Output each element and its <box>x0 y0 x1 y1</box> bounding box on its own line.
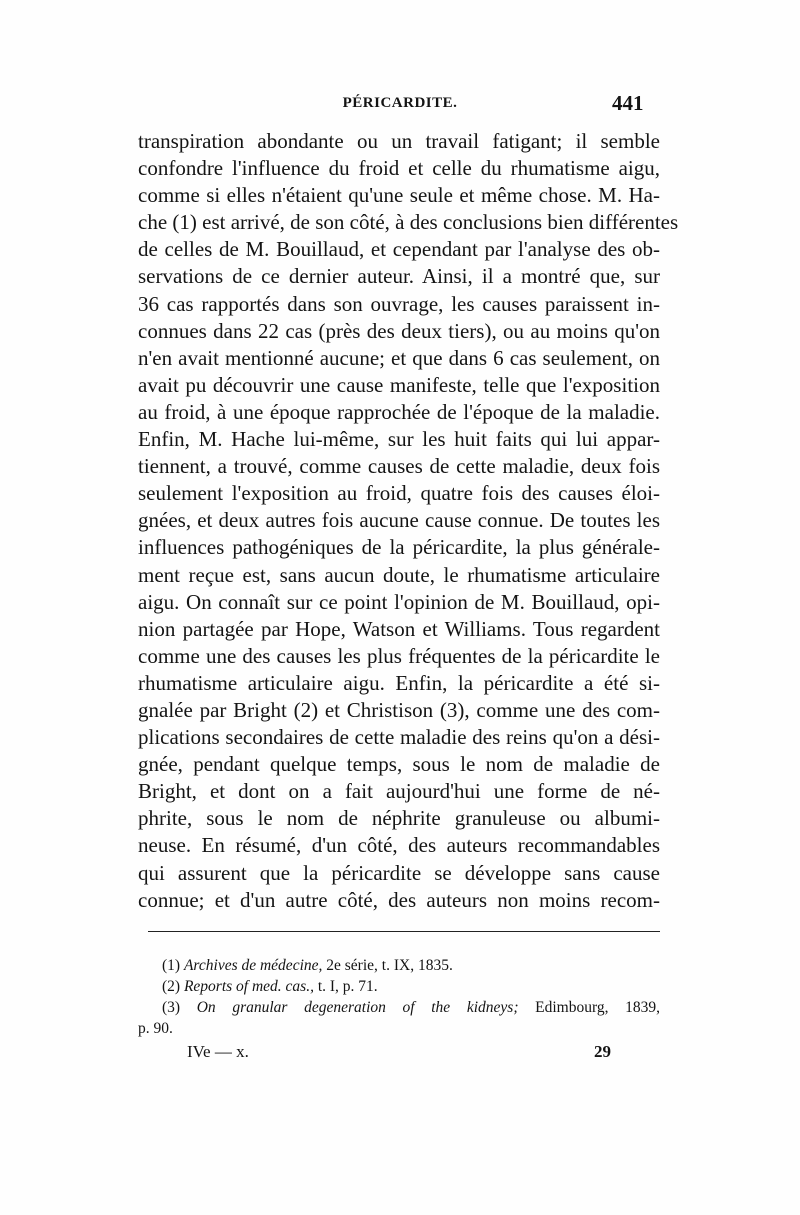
body-line: aigu. On connaît sur ce point l'opinion de M. Bouillaud, opi- <box>138 589 660 614</box>
body-line: 36 cas rapportés dans son ouvrage, les causes paraissent in- <box>138 291 660 316</box>
body-line: che (1) est arrivé, de son côté, à des conclusions bien différentes <box>138 210 679 235</box>
body-line: gnée, pendant quelque temps, sous le nom de maladie de <box>138 752 660 777</box>
body-line: n'en avait mentionné aucune; et que dans 6 cas seulement, on <box>138 345 660 370</box>
body-line: de celles de M. Bouillaud, et cependant par l'analyse des ob- <box>138 237 660 262</box>
body-line: nion partagée par Hope, Watson et Williams. Tous regardent <box>138 616 660 641</box>
footnote-3 <box>138 997 660 1018</box>
sheet-number: 29 <box>594 1042 611 1061</box>
footnote-marker: (2) <box>162 978 181 995</box>
body-line: transpiration abondante ou un travail fatigant; il semble <box>138 129 660 153</box>
body-line: servations de ce dernier auteur. Ainsi, il a montré que, sur <box>138 264 660 289</box>
footnote-1 <box>138 955 660 976</box>
body-line: au froid, à une époque rapprochée de l'époque de la maladie. <box>138 399 660 424</box>
body-line: Bright, et dont on a fait aujourd'hui une forme de né- <box>138 779 660 804</box>
signature-mark: IVe — x. <box>187 1042 249 1061</box>
body-line: gnées, et deux autres fois aucune cause connue. De toutes les <box>138 508 660 533</box>
footnote-rest: t. I, p. 71. <box>317 978 378 995</box>
body-line: ment reçue est, sans aucun doute, le rhumatisme articulaire <box>138 562 660 587</box>
running-title: PÉRICARDITE. <box>342 95 458 111</box>
footnote-marker: (3) <box>162 999 181 1016</box>
footnote-title: Reports of med. cas., <box>183 978 314 995</box>
footnote-rest: Edimbourg, 1839, <box>535 999 661 1016</box>
body-line: gnalée par Bright (2) et Christison (3), comme une des com- <box>138 697 660 722</box>
footnote-title: On granular degeneration of the kidneys; <box>196 999 519 1016</box>
body-line: tiennent, a trouvé, comme causes de cette maladie, deux fois <box>138 454 660 479</box>
body-text <box>138 128 679 914</box>
body-line: seulement l'exposition au froid, quatre fois des causes éloi- <box>138 481 660 506</box>
body-line: connue; et d'un autre côté, des auteurs non moins recom- <box>138 887 660 912</box>
body-line: plications secondaires de cette maladie des reins qu'on a dési- <box>138 725 660 750</box>
page-number: 441 <box>612 91 644 115</box>
footnote-title: Archives de médecine, <box>183 957 323 974</box>
body-line: comme si elles n'étaient qu'une seule et même chose. M. Ha- <box>138 183 660 208</box>
footnote-marker: (1) <box>162 957 181 974</box>
body-line: phrite, sous le nom de néphrite granuleuse ou albumi- <box>138 806 660 831</box>
footnote-2 <box>138 976 660 997</box>
footnote-3-continuation: p. 90. <box>138 1020 173 1037</box>
body-line: confondre l'influence du froid et celle du rhumatisme aigu, <box>138 156 660 181</box>
body-line: connues dans 22 cas (près des deux tiers), ou au moins qu'on <box>138 318 660 343</box>
footnotes <box>138 955 660 1039</box>
footnote-rule <box>148 931 660 932</box>
body-line: avait pu découvrir une cause manifeste, telle que l'exposition <box>138 372 660 397</box>
footnote-rest: 2e série, t. IX, 1835. <box>326 957 453 974</box>
body-line: influences pathogéniques de la péricardite, la plus générale- <box>138 535 660 560</box>
body-line: comme une des causes les plus fréquentes de la péricardite le <box>138 643 660 668</box>
body-line: Enfin, M. Hache lui-même, sur les huit faits qui lui appar- <box>138 427 660 452</box>
body-line: qui assurent que la péricardite se développe sans cause <box>138 860 660 885</box>
body-line: rhumatisme articulaire aigu. Enfin, la péricardite a été si- <box>138 670 660 695</box>
body-line: neuse. En résumé, d'un côté, des auteurs recommandables <box>138 833 660 858</box>
